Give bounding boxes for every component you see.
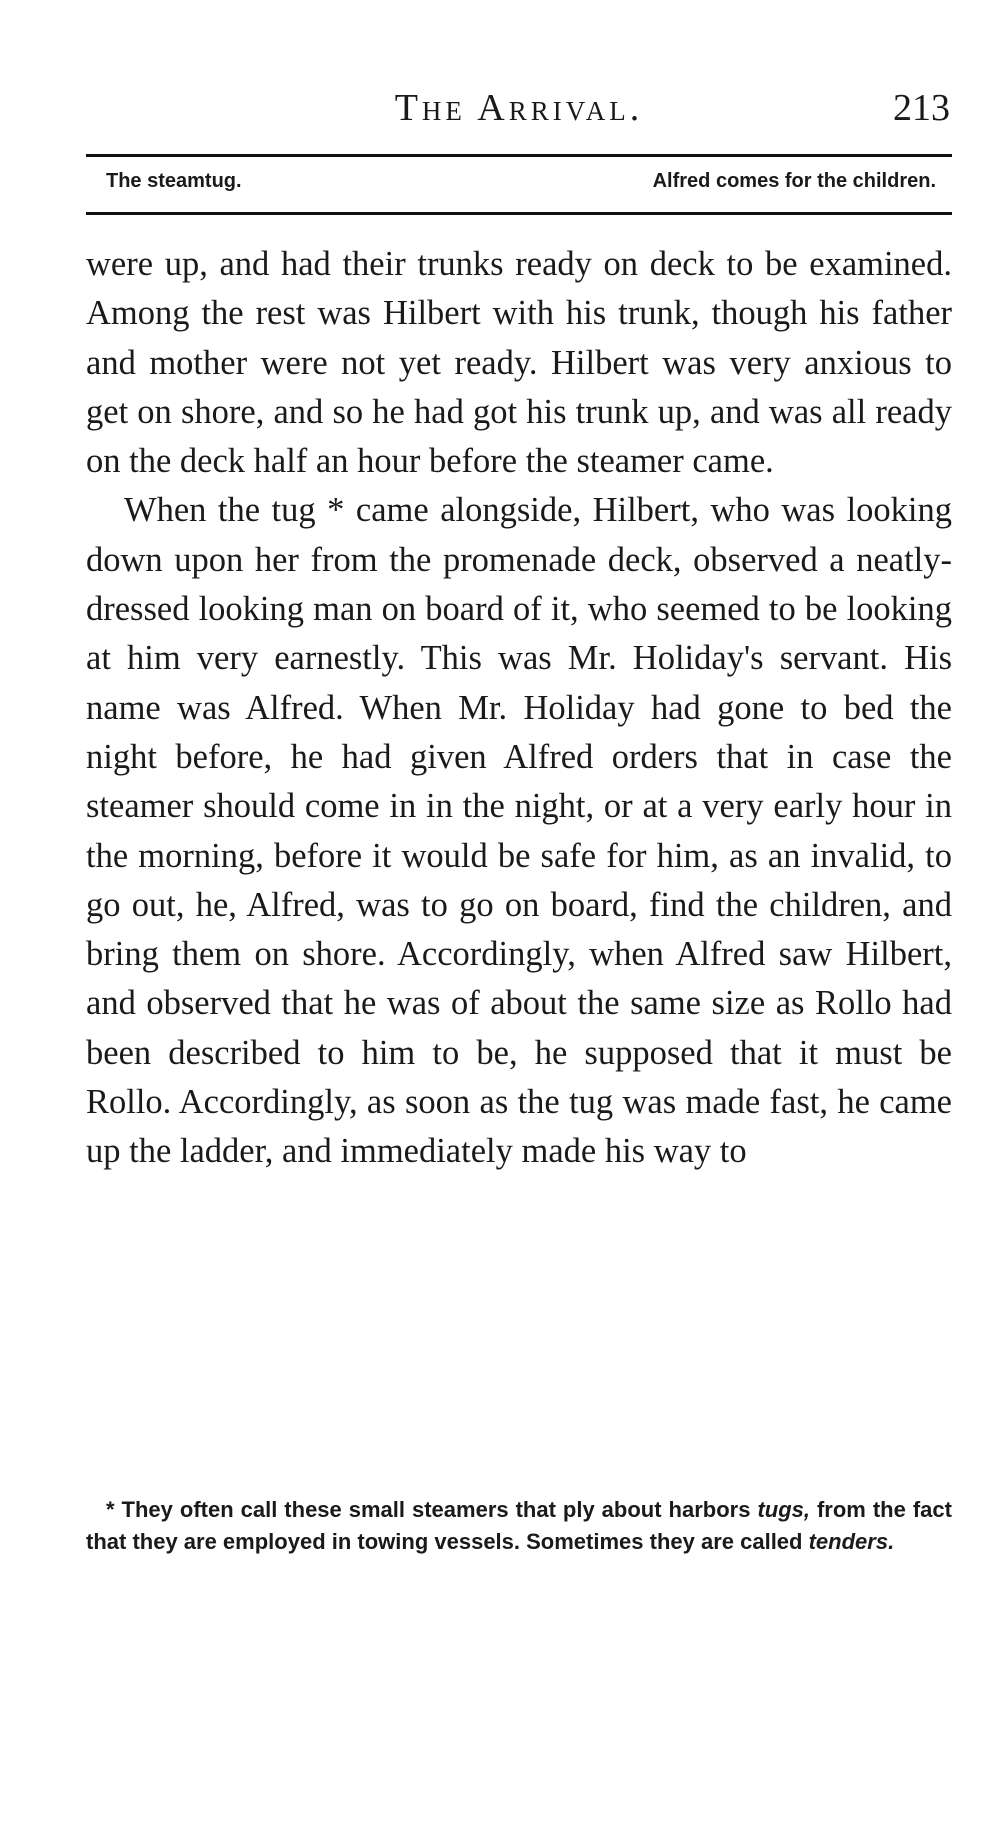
- footnote: [86, 1494, 952, 1558]
- paragraph: were up, and had their trunks ready on deck to be examined. Among the rest was Hilbert with his trunk, though his father and mother were not yet ready. Hilbert was very anxious to get on shore, and so he had got his trunk up, and was all ready on the deck half an hour before the steamer came.: [86, 245, 952, 481]
- body-text: [86, 240, 952, 1177]
- subheading-right: Alfred comes for the children.: [652, 170, 936, 192]
- top-rule: [86, 154, 952, 157]
- chapter-title: The Arrival.: [394, 87, 644, 129]
- footnote-term: tenders.: [808, 1529, 895, 1554]
- paragraph: When the tug * came alongside, Hilbert, who was looking down upon her from the promenade deck, observed a neatly-dressed looking man on board of it, who seemed to be looking at him very earnestly. This was Mr. Holiday's servant. His name was Alfred. When Mr. Holiday had gone to bed the night before, he had given Alfred orders that in case the steamer should come in in the night, or at a very early hour in the morning, before it would be safe for him, as an invalid, to go out, he, Alfred, was to go on board, find the children, and bring them on shore. Accordingly, when Alfred saw Hilbert, and observed that he was of about the same size as Rollo had been described to him to be, he supposed that it must be Rollo. Accordingly, as soon as the tug was made fast, he came up the ladder, and immediately made his way to: [86, 491, 952, 1171]
- section-subheading: [106, 170, 936, 204]
- footnote-marker: *: [106, 1497, 115, 1522]
- running-head: [88, 86, 950, 138]
- page-number: 213: [893, 87, 950, 129]
- footnote-term: tugs,: [757, 1497, 810, 1522]
- footnote-text: They often call these small steamers that ply about harbors: [121, 1497, 751, 1522]
- footnote-text: from the fact that they are employed in towing vessels. Sometimes they are called: [86, 1497, 952, 1554]
- footnote-paragraph: [86, 1494, 952, 1558]
- subheading-left: The steamtug.: [106, 170, 242, 192]
- bottom-rule: [86, 212, 952, 215]
